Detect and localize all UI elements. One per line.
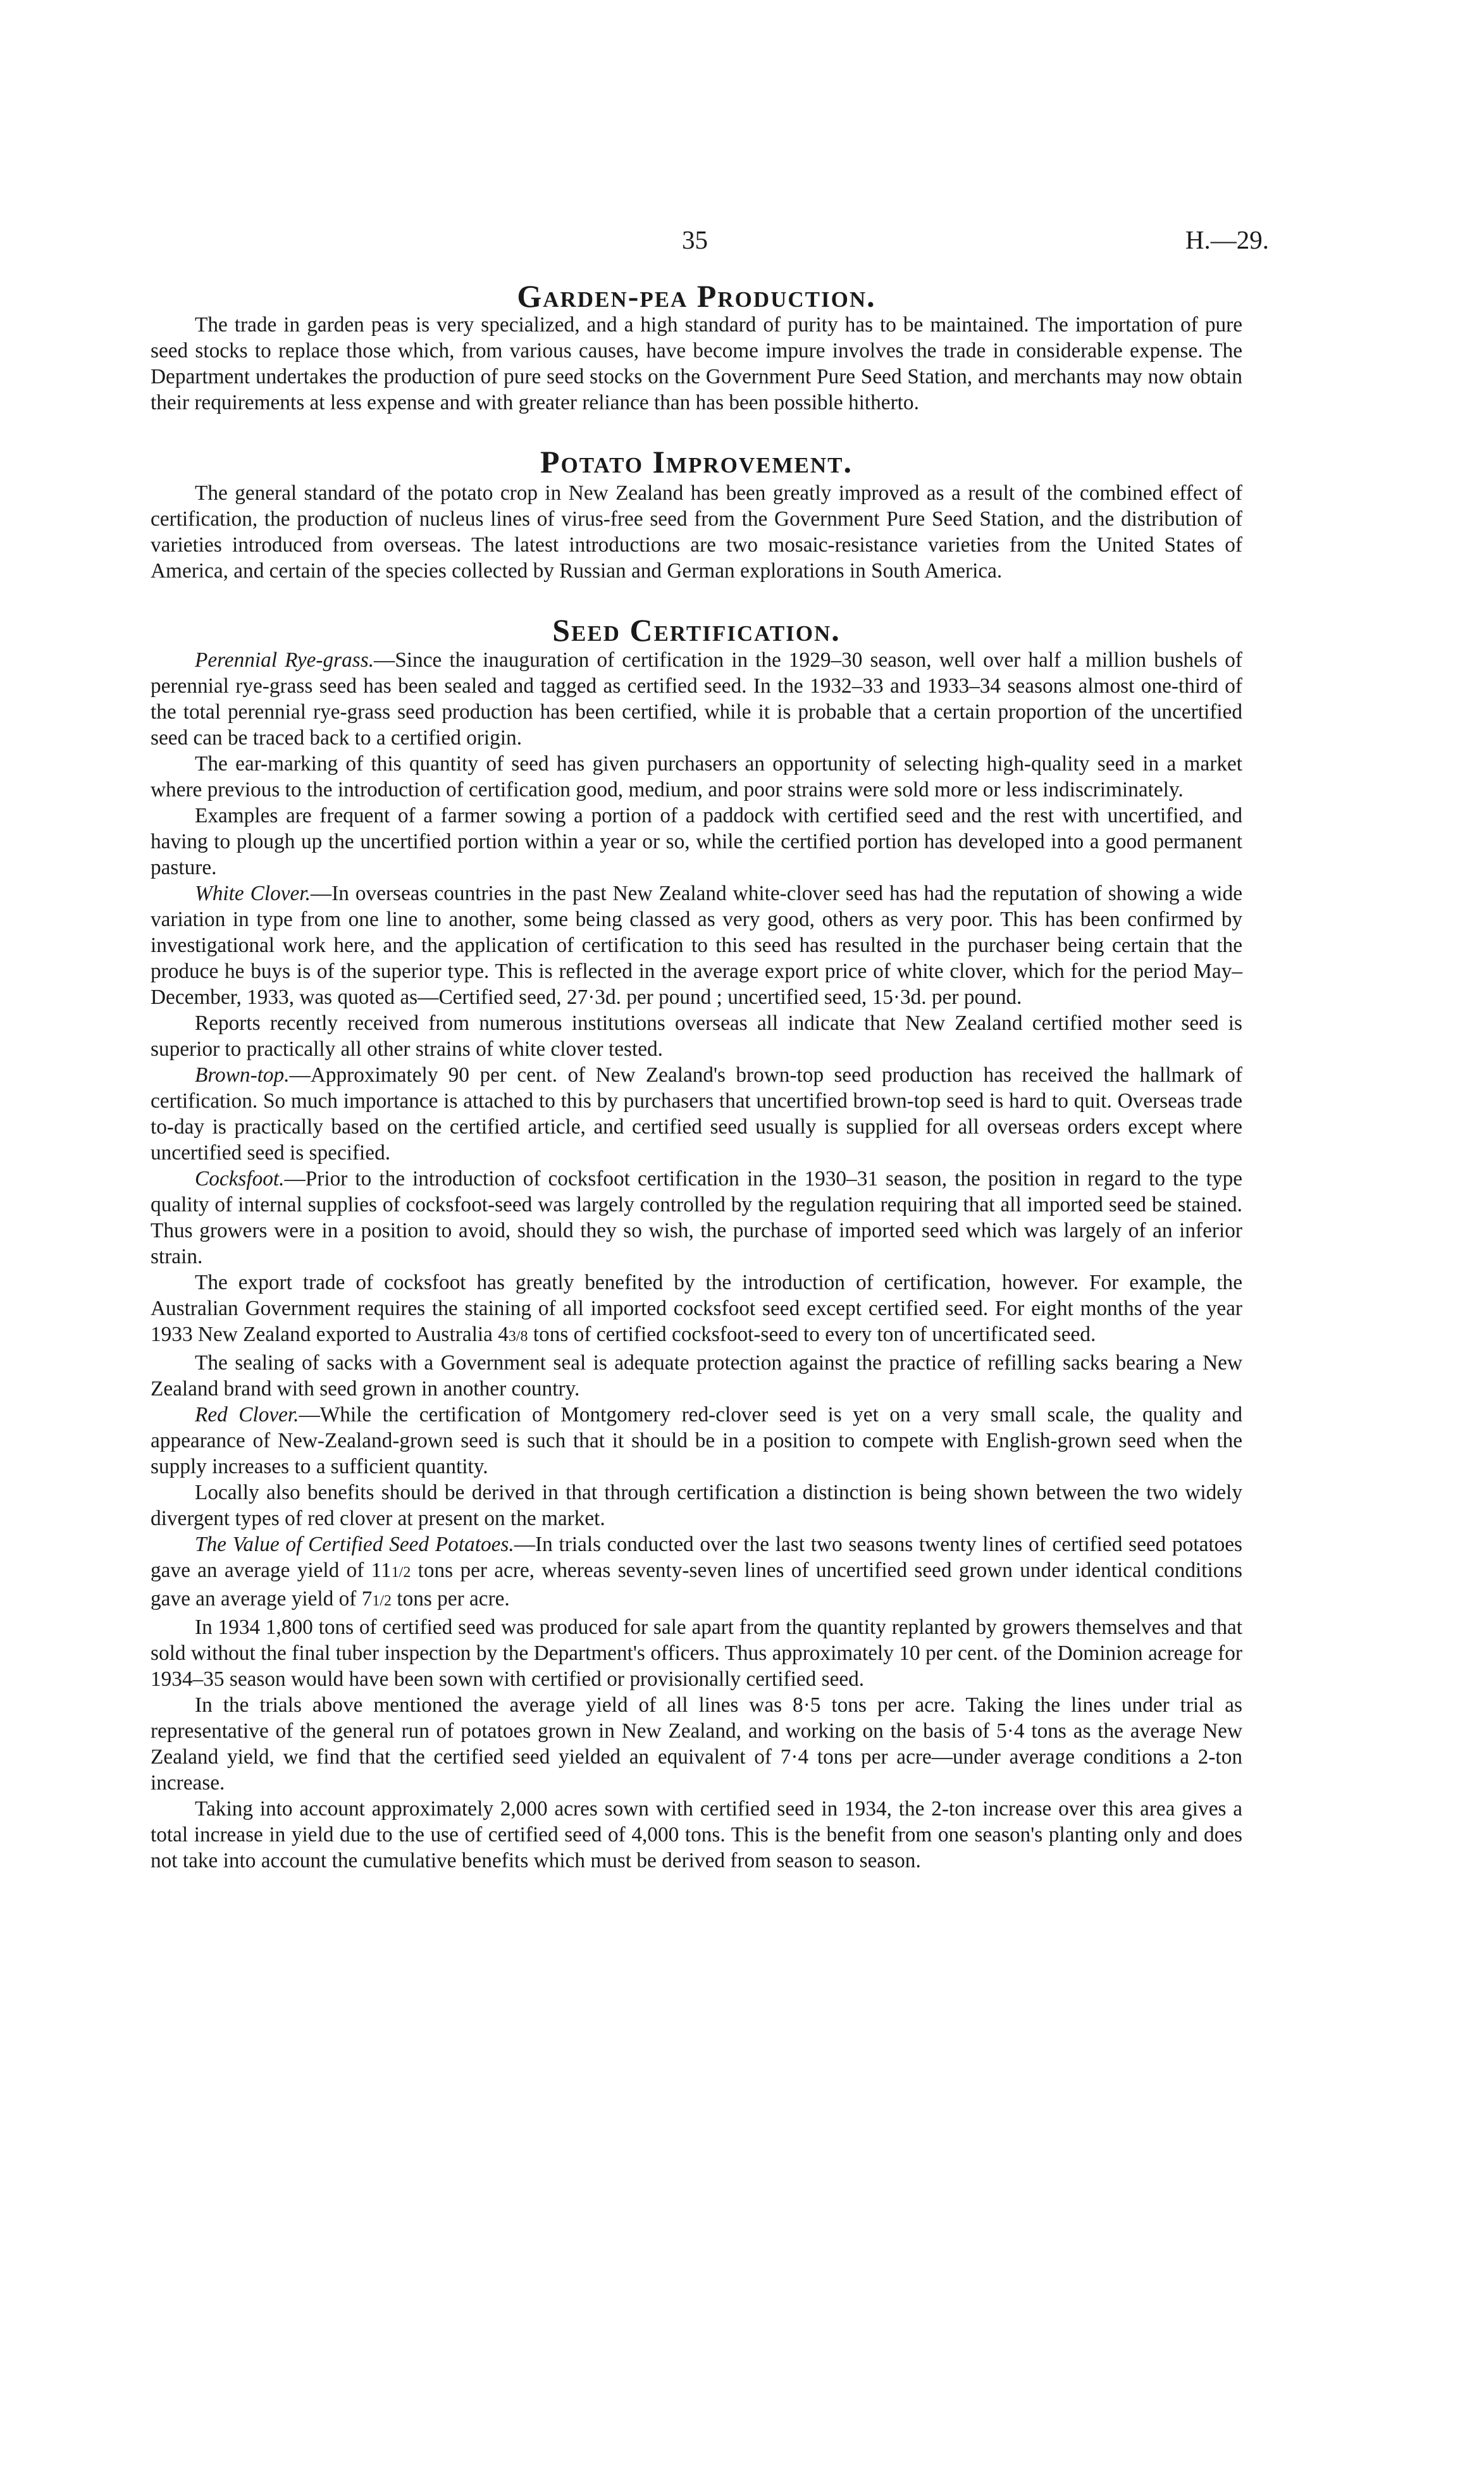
paragraph: Reports recently received from numerous institutions overseas all indicate that New Zealand certified mother seed is superior to practically all other strains of white clover tested. xyxy=(151,1011,1242,1061)
paragraph-red-clover xyxy=(151,1402,1242,1480)
paragraph-brown-top xyxy=(151,1062,1242,1166)
paragraph-text: —In trials conducted over the last two seasons twenty lines of certified seed potatoes gave an average yield of 11 xyxy=(151,1533,1242,1582)
paragraph-text: —Since the inauguration of certification in the 1929–30 season, well over half a million bushels of perennial rye-grass seed has been sealed and tagged as certified seed. In the 1932–33 and 1933–34 seasons almost one-third of the total perennial rye-grass seed production has been certified, while it is probable that a certain proportion of the uncertified seed can be traced back to a certified origin. xyxy=(151,648,1242,750)
paragraph: The trade in garden peas is very specialized, and a high standard of purity has to be maintained. The importation of pure seed stocks to replace those which, from various causes, have become impure involves the trade in considerable expense. The Department undertakes the production of pure seed stocks on the Government Pure Seed Station, and merchants may now obtain their requirements at less expense and with greater reliance than has been possible hitherto. xyxy=(151,313,1242,414)
document-body xyxy=(151,278,1242,1874)
section-title-garden-pea: Garden-pea Production. xyxy=(517,278,876,314)
paragraph: The sealing of sacks with a Government seal is adequate protection against the practice of refilling sacks bearing a New Zealand brand with seed grown in another country. xyxy=(151,1351,1242,1400)
subheading-perennial-rye-grass: Perennial Rye-grass. xyxy=(195,648,374,672)
fraction: 3/8 xyxy=(508,1328,528,1345)
paragraph-perennial-rye-grass xyxy=(151,647,1242,751)
paragraph: The ear-marking of this quantity of seed has given purchasers an opportunity of selecting high-quality seed in a market where previous to the introduction of certification good, medium, and poor strains were sold more or less indiscriminately. xyxy=(151,752,1242,801)
paragraph-text: —In overseas countries in the past New Zealand white-clover seed has had the reputation of showing a wide variation in type from one line to another, some being classed as very good, others as very poor. This has been confirmed by investigational work here, and the application of certification to this seed has resulted in the purchaser being certain that the produce he buys is of the superior type. This is reflected in the average export price of white clover, which for the period May–December, 1933, was quoted as—Certified seed, 27·3d. per pound ; uncertified seed, 15·3d. per pound. xyxy=(151,882,1242,1009)
section-title-seed-certification: Seed Certification. xyxy=(552,612,841,648)
section-title-potato-improvement: Potato Improvement. xyxy=(540,444,853,479)
paragraph-text: tons per acre. xyxy=(392,1587,510,1610)
paragraph-cocksfoot xyxy=(151,1166,1242,1270)
subheading-brown-top: Brown-top. xyxy=(195,1063,290,1087)
fraction: 1/2 xyxy=(391,1564,411,1581)
document-reference: H.—29. xyxy=(1185,225,1269,254)
paragraph-text: —Prior to the introduction of cocksfoot certification in the 1930–31 season, the position in regard to the type quality of internal supplies of cocksfoot-seed was largely controlled by the regulation requiring that all imported seed be stained. Thus growers were in a position to avoid, should they so wish, the purchase of imported seed which was largely of an inferior strain. xyxy=(151,1167,1242,1268)
paragraph: In the trials above mentioned the average yield of all lines was 8·5 tons per acre. Taking the lines under trial as representative of the general run of potatoes grown in New Zealand, and working on the basis of 5·4 tons as the average New Zealand yield, we find that the certified seed yielded an equivalent of 7·4 tons per acre—under average conditions a 2-ton increase. xyxy=(151,1693,1242,1795)
paragraph-text: tons per acre, whereas seventy-seven lines of uncertified seed grown under identical conditions gave an average yield of 7 xyxy=(151,1559,1242,1610)
fraction: 1/2 xyxy=(372,1593,392,1609)
paragraph-text: —Approximately 90 per cent. of New Zealand's brown-top seed production has received the hallmark of certification. So much importance is attached to this by purchasers that uncertified brown-top seed is hard to quit. Overseas trade to-day is practically based on the certified article, and certified seed usually is supplied for all overseas orders except where uncertified seed is specified. xyxy=(151,1063,1242,1165)
paragraph-text: The export trade of cocksfoot has greatly benefited by the introduction of certification, however. For example, the Australian Government requires the staining of all imported cocksfoot seed except certified seed. For eight months of the year 1933 New Zealand exported to Australia 4 xyxy=(151,1271,1242,1346)
subheading-red-clover: Red Clover. xyxy=(195,1403,299,1426)
paragraph: In 1934 1,800 tons of certified seed was produced for sale apart from the quantity replanted by growers themselves and that sold without the final tuber inspection by the Department's officers. Thus approximately 10 per cent. of the Dominion acreage for 1934–35 season would have been sown with certified or provisionally certified seed. xyxy=(151,1616,1242,1691)
paragraph-seed-potatoes xyxy=(151,1531,1242,1614)
paragraph-text: tons of certified cocksfoot-seed to every ton of uncertificated seed. xyxy=(528,1323,1096,1346)
subheading-cocksfoot: Cocksfoot. xyxy=(195,1167,285,1190)
paragraph: Examples are frequent of a farmer sowing a portion of a paddock with certified seed and the rest with uncertified, and having to plough up the uncertified portion within a year or so, while the certified portion has developed into a good permanent pasture. xyxy=(151,804,1242,879)
paragraph-white-clover xyxy=(151,881,1242,1010)
page-header xyxy=(0,225,1484,263)
subheading-seed-potatoes: The Value of Certified Seed Potatoes. xyxy=(195,1533,514,1556)
page-number: 35 xyxy=(682,225,708,254)
subheading-white-clover: White Clover. xyxy=(195,882,311,905)
paragraph: Taking into account approximately 2,000 acres sown with certified seed in 1934, the 2-ton increase over this area gives a total increase in yield due to the use of certified seed of 4,000 tons. This is the benefit from one season's planting only and does not take into account the cumulative benefits which must be derived from season to season. xyxy=(151,1797,1242,1872)
paragraph xyxy=(151,1270,1242,1350)
paragraph: The general standard of the potato crop in New Zealand has been greatly improved as a result of the combined effect of certification, the production of nucleus lines of virus-free seed from the Government Pure Seed Station, and the distribution of varieties introduced from overseas. The latest introductions are two mosaic-resistance varieties from the United States of America, and certain of the species collected by Russian and German explorations in South America. xyxy=(151,481,1242,583)
paragraph-text: —While the certification of Montgomery red-clover seed is yet on a very small scale, the quality and appearance of New-Zealand-grown seed is such that it should be in a position to compete with English-grown seed when the supply increases to a sufficient quantity. xyxy=(151,1403,1242,1478)
paragraph: Locally also benefits should be derived in that through certification a distinction is being shown between the two widely divergent types of red clover at present on the market. xyxy=(151,1481,1242,1530)
